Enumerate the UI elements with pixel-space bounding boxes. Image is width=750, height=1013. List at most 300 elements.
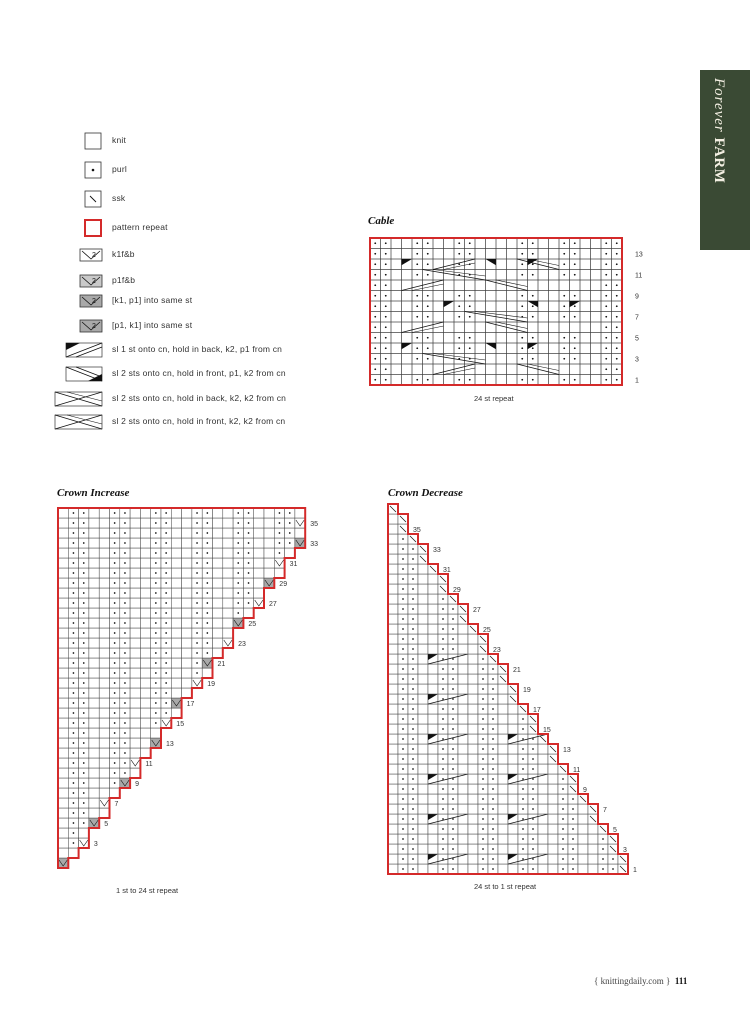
purl-dot bbox=[412, 678, 414, 680]
purl-dot bbox=[482, 748, 484, 750]
section-tab-label bbox=[710, 78, 727, 246]
purl-dot bbox=[124, 512, 126, 514]
purl-dot bbox=[412, 758, 414, 760]
purl-dot bbox=[83, 552, 85, 554]
decrease-cell bbox=[388, 834, 398, 844]
purl-dot bbox=[442, 718, 444, 720]
purl-dot bbox=[196, 652, 198, 654]
increase-cell bbox=[254, 518, 264, 528]
increase-cell bbox=[89, 708, 99, 718]
decrease-cell bbox=[538, 754, 548, 764]
purl-dot bbox=[385, 379, 387, 381]
purl-dot bbox=[155, 722, 157, 724]
increase-cell bbox=[140, 708, 150, 718]
purl-dot bbox=[114, 522, 116, 524]
purl-dot bbox=[114, 642, 116, 644]
purl-dot bbox=[522, 738, 524, 740]
increase-cell bbox=[140, 548, 150, 558]
purl-dot bbox=[374, 358, 376, 360]
decrease-cell bbox=[578, 804, 588, 814]
purl-dot bbox=[492, 828, 494, 830]
increase-row-number: 13 bbox=[166, 741, 174, 748]
knit-symbol-icon bbox=[40, 130, 110, 152]
c1back-symbol-icon bbox=[40, 339, 110, 361]
purl-dot bbox=[416, 263, 418, 265]
purl-dot bbox=[532, 778, 534, 780]
increase-cell bbox=[223, 608, 233, 618]
increase-cell bbox=[171, 538, 181, 548]
purl-dot bbox=[114, 752, 116, 754]
purl-dot bbox=[522, 788, 524, 790]
purl-dot bbox=[237, 522, 239, 524]
decrease-cell bbox=[548, 824, 558, 834]
purl-dot bbox=[73, 742, 75, 744]
purl-dot bbox=[412, 608, 414, 610]
purl-dot bbox=[374, 379, 376, 381]
purl-dot bbox=[522, 798, 524, 800]
increase-cell bbox=[213, 508, 223, 518]
purl-dot bbox=[482, 738, 484, 740]
purl-dot bbox=[412, 838, 414, 840]
purl-dot bbox=[155, 512, 157, 514]
purl-dot bbox=[114, 732, 116, 734]
purl-dot bbox=[482, 718, 484, 720]
purl-dot bbox=[563, 337, 565, 339]
purl-dot bbox=[402, 588, 404, 590]
purl-dot bbox=[114, 692, 116, 694]
decrease-cell bbox=[388, 854, 398, 864]
decrease-cell bbox=[388, 784, 398, 794]
legend-label: sl 2 sts onto cn, hold in front, p1, k2 from cn bbox=[112, 368, 286, 378]
increase-cell bbox=[89, 578, 99, 588]
purl-dot bbox=[83, 572, 85, 574]
increase-cell bbox=[171, 638, 181, 648]
purl-dot bbox=[412, 658, 414, 660]
purl-dot bbox=[73, 652, 75, 654]
increase-cell bbox=[89, 798, 99, 808]
increase-cell bbox=[130, 748, 140, 758]
increase-cell bbox=[254, 508, 264, 518]
purl-dot bbox=[492, 758, 494, 760]
purl-dot bbox=[83, 632, 85, 634]
purl-dot bbox=[452, 858, 454, 860]
increase-cell bbox=[58, 818, 68, 828]
decrease-cell bbox=[498, 714, 508, 724]
purl-dot bbox=[574, 242, 576, 244]
increase-row-number: 21 bbox=[217, 661, 226, 668]
increase-cell bbox=[171, 548, 181, 558]
purl-dot bbox=[124, 682, 126, 684]
purl-dot bbox=[452, 728, 454, 730]
purl-dot bbox=[165, 622, 167, 624]
increase-cell bbox=[58, 538, 68, 548]
purl-dot bbox=[402, 688, 404, 690]
decrease-cell bbox=[468, 864, 478, 874]
decrease-cell bbox=[498, 814, 508, 824]
decrease-cell bbox=[498, 784, 508, 794]
increase-cell bbox=[254, 558, 264, 568]
decrease-cell bbox=[548, 844, 558, 854]
increase-cell bbox=[140, 618, 150, 628]
purl-dot bbox=[248, 592, 250, 594]
purl-dot bbox=[416, 337, 418, 339]
purl-dot bbox=[207, 532, 209, 534]
purl-dot bbox=[73, 792, 75, 794]
purl-dot bbox=[416, 305, 418, 307]
decrease-cell bbox=[388, 664, 398, 674]
decrease-cell bbox=[508, 824, 518, 834]
purl-dot bbox=[114, 702, 116, 704]
decrease-cell bbox=[468, 774, 478, 784]
purl-dot bbox=[412, 648, 414, 650]
increase-cell bbox=[89, 768, 99, 778]
purl-dot bbox=[562, 868, 564, 870]
increase-cell bbox=[140, 748, 150, 758]
decrease-cell bbox=[418, 724, 428, 734]
increase-cell bbox=[171, 618, 181, 628]
decrease-cell bbox=[418, 804, 428, 814]
decrease-cell bbox=[468, 674, 478, 684]
increase-row-number: 23 bbox=[238, 641, 246, 648]
purl-dot bbox=[521, 337, 523, 339]
purl-dot bbox=[114, 542, 116, 544]
increase-cell bbox=[140, 588, 150, 598]
purl-dot bbox=[196, 602, 198, 604]
purl-dot bbox=[374, 295, 376, 297]
increase-cell bbox=[58, 768, 68, 778]
legend-item-ssk bbox=[40, 188, 340, 210]
decrease-cell bbox=[578, 814, 588, 824]
decrease-cell bbox=[468, 684, 478, 694]
purl-dot bbox=[605, 305, 607, 307]
purl-dot bbox=[452, 868, 454, 870]
increase-cell bbox=[213, 588, 223, 598]
purl-dot bbox=[522, 858, 524, 860]
increase-cell bbox=[171, 678, 181, 688]
purl-dot bbox=[248, 562, 250, 564]
decrease-cell bbox=[498, 694, 508, 704]
decrease-cell bbox=[578, 834, 588, 844]
decrease-cell bbox=[388, 734, 398, 744]
decrease-cell bbox=[458, 834, 468, 844]
increase-cell bbox=[213, 608, 223, 618]
decrease-row-number: 15 bbox=[543, 727, 551, 734]
purl-dot bbox=[482, 788, 484, 790]
increase-cell bbox=[58, 688, 68, 698]
decrease-row-number: 9 bbox=[583, 787, 587, 794]
purl-dot bbox=[427, 242, 429, 244]
decrease-cell bbox=[468, 784, 478, 794]
decrease-cell bbox=[388, 804, 398, 814]
decrease-cell bbox=[578, 844, 588, 854]
decrease-cell bbox=[418, 664, 428, 674]
increase-cell bbox=[58, 578, 68, 588]
increase-cell bbox=[89, 808, 99, 818]
increase-cell bbox=[99, 718, 109, 728]
purl-dot bbox=[73, 712, 75, 714]
purl-dot bbox=[412, 738, 414, 740]
purl-dot bbox=[452, 708, 454, 710]
decrease-cell bbox=[388, 514, 398, 524]
increase-cell bbox=[130, 688, 140, 698]
decrease-cell bbox=[428, 584, 438, 594]
decrease-cell bbox=[548, 814, 558, 824]
decrease-cell bbox=[388, 674, 398, 684]
purl-dot bbox=[412, 578, 414, 580]
purl-dot bbox=[73, 772, 75, 774]
purl-dot bbox=[73, 732, 75, 734]
decrease-cell bbox=[428, 824, 438, 834]
purl-dot bbox=[402, 768, 404, 770]
increase-cell bbox=[89, 588, 99, 598]
purl-dot bbox=[442, 838, 444, 840]
increase-cell bbox=[182, 518, 192, 528]
purl-dot bbox=[442, 758, 444, 760]
purl-dot bbox=[73, 812, 75, 814]
increase-cell bbox=[58, 798, 68, 808]
purl-dot bbox=[605, 253, 607, 255]
decrease-cell bbox=[468, 664, 478, 674]
purl-dot bbox=[124, 642, 126, 644]
purl-dot bbox=[165, 522, 167, 524]
decrease-row-number: 1 bbox=[633, 867, 637, 874]
increase-cell bbox=[99, 628, 109, 638]
purl-dot bbox=[521, 295, 523, 297]
c2front-symbol-icon bbox=[40, 363, 110, 385]
purl-dot bbox=[412, 558, 414, 560]
decrease-cell bbox=[498, 704, 508, 714]
purl-dot bbox=[385, 368, 387, 370]
purl-dot bbox=[442, 698, 444, 700]
increase-cell bbox=[99, 538, 109, 548]
increase-cell bbox=[99, 728, 109, 738]
decrease-row-number: 11 bbox=[573, 767, 581, 774]
decrease-cell bbox=[418, 704, 428, 714]
decrease-cell bbox=[508, 764, 518, 774]
increase-cell bbox=[130, 728, 140, 738]
increase-cell bbox=[151, 728, 161, 738]
purl-dot bbox=[482, 778, 484, 780]
increase-cell bbox=[213, 638, 223, 648]
decrease-cell bbox=[388, 614, 398, 624]
purl-dot bbox=[562, 778, 564, 780]
decrease-cell bbox=[388, 594, 398, 604]
purl-dot bbox=[442, 688, 444, 690]
increase-cell bbox=[130, 528, 140, 538]
purl-dot bbox=[416, 295, 418, 297]
purl-dot bbox=[207, 602, 209, 604]
purl-dot bbox=[522, 718, 524, 720]
purl-dot bbox=[492, 748, 494, 750]
cable-row-number: 3 bbox=[635, 356, 639, 364]
purl-dot bbox=[442, 708, 444, 710]
increase-cell bbox=[89, 718, 99, 728]
purl-dot bbox=[402, 818, 404, 820]
purl-dot bbox=[73, 592, 75, 594]
purl-dot bbox=[83, 762, 85, 764]
p1fb-symbol-icon bbox=[40, 270, 110, 292]
purl-dot bbox=[114, 562, 116, 564]
decrease-cell bbox=[458, 824, 468, 834]
purl-dot bbox=[416, 347, 418, 349]
purl-dot bbox=[402, 638, 404, 640]
increase-row-number: 33 bbox=[310, 541, 318, 548]
purl-dot bbox=[155, 622, 157, 624]
purl-dot bbox=[522, 808, 524, 810]
decrease-cell bbox=[388, 694, 398, 704]
purl-dot bbox=[605, 284, 607, 286]
purl-dot bbox=[165, 662, 167, 664]
purl-dot bbox=[196, 532, 198, 534]
purl-dot bbox=[289, 522, 291, 524]
decrease-cell bbox=[418, 814, 428, 824]
increase-cell bbox=[182, 558, 192, 568]
decrease-cell bbox=[548, 764, 558, 774]
purl-dot bbox=[83, 672, 85, 674]
decrease-cell bbox=[498, 744, 508, 754]
increase-cell bbox=[58, 678, 68, 688]
purl-dot bbox=[482, 658, 484, 660]
purl-dot bbox=[289, 532, 291, 534]
legend-item-p1fb bbox=[40, 270, 340, 292]
decrease-row-number: 29 bbox=[453, 587, 461, 594]
purl-dot bbox=[492, 868, 494, 870]
purl-dot bbox=[492, 848, 494, 850]
purl-dot bbox=[165, 682, 167, 684]
purl-dot bbox=[412, 748, 414, 750]
increase-cell bbox=[99, 788, 109, 798]
purl-dot bbox=[124, 762, 126, 764]
decrease-cell bbox=[548, 834, 558, 844]
purl-dot bbox=[442, 808, 444, 810]
purl-dot bbox=[521, 305, 523, 307]
crown-decrease-chart bbox=[380, 498, 670, 883]
increase-row-number: 5 bbox=[104, 821, 109, 828]
purl-dot bbox=[196, 642, 198, 644]
increase-cell bbox=[130, 698, 140, 708]
purl-dot bbox=[385, 316, 387, 318]
purl-dot bbox=[73, 752, 75, 754]
purl-dot bbox=[427, 379, 429, 381]
purl-dot bbox=[492, 708, 494, 710]
purl-dot bbox=[562, 818, 564, 820]
increase-cell bbox=[58, 548, 68, 558]
decrease-cell bbox=[388, 584, 398, 594]
increase-cell bbox=[99, 658, 109, 668]
decrease-cell bbox=[588, 864, 598, 874]
purl-dot bbox=[482, 688, 484, 690]
purl-dot bbox=[563, 379, 565, 381]
purl-dot bbox=[207, 572, 209, 574]
decrease-cell bbox=[428, 844, 438, 854]
cable-row-number: 5 bbox=[635, 335, 639, 343]
purl-dot bbox=[155, 602, 157, 604]
purl-dot bbox=[385, 284, 387, 286]
increase-cell bbox=[182, 638, 192, 648]
purl-dot bbox=[402, 748, 404, 750]
purl-dot bbox=[155, 632, 157, 634]
decrease-cell bbox=[388, 684, 398, 694]
increase-cell bbox=[58, 748, 68, 758]
purl-dot bbox=[124, 722, 126, 724]
purl-dot bbox=[469, 347, 471, 349]
decrease-cell bbox=[498, 804, 508, 814]
decrease-cell bbox=[418, 694, 428, 704]
increase-cell bbox=[99, 578, 109, 588]
increase-row-number: 19 bbox=[207, 681, 215, 688]
purl-dot bbox=[114, 652, 116, 654]
decrease-cell bbox=[468, 824, 478, 834]
increase-cell bbox=[130, 678, 140, 688]
decrease-cell bbox=[468, 744, 478, 754]
purl-dot bbox=[452, 608, 454, 610]
purl-dot bbox=[83, 792, 85, 794]
decrease-cell bbox=[508, 724, 518, 734]
purl-dot bbox=[124, 712, 126, 714]
purl-dot bbox=[469, 316, 471, 318]
increase-cell bbox=[58, 778, 68, 788]
legend-label: sl 1 st onto cn, hold in back, k2, p1 from cn bbox=[112, 344, 283, 354]
increase-cell bbox=[99, 638, 109, 648]
purl-dot bbox=[574, 263, 576, 265]
purl-dot bbox=[83, 722, 85, 724]
purl-dot bbox=[452, 668, 454, 670]
increase-cell bbox=[58, 698, 68, 708]
decrease-cell bbox=[388, 524, 398, 534]
increase-cell bbox=[171, 628, 181, 638]
increase-cell bbox=[130, 558, 140, 568]
increase-cell bbox=[243, 608, 253, 618]
purl-dot bbox=[196, 622, 198, 624]
decrease-cell bbox=[538, 834, 548, 844]
purl-dot bbox=[402, 668, 404, 670]
purl-dot bbox=[452, 758, 454, 760]
purl-dot bbox=[237, 592, 239, 594]
purl-dot bbox=[532, 758, 534, 760]
legend-item-c1back bbox=[40, 339, 340, 361]
legend-item-knit bbox=[40, 130, 340, 152]
decrease-cell bbox=[548, 774, 558, 784]
purl-dot bbox=[563, 295, 565, 297]
purl-dot bbox=[124, 752, 126, 754]
purl-dot bbox=[492, 728, 494, 730]
purl-dot bbox=[452, 648, 454, 650]
decrease-cell bbox=[428, 864, 438, 874]
purl-dot bbox=[124, 522, 126, 524]
purl-dot bbox=[442, 778, 444, 780]
decrease-cell bbox=[388, 624, 398, 634]
purl-dot bbox=[73, 722, 75, 724]
purl-dot bbox=[412, 798, 414, 800]
purl-dot bbox=[124, 582, 126, 584]
decrease-cell bbox=[548, 794, 558, 804]
cable-row-number: 13 bbox=[635, 251, 643, 259]
increase-cell bbox=[140, 678, 150, 688]
purl-dot bbox=[416, 253, 418, 255]
decrease-cell bbox=[578, 864, 588, 874]
decrease-cell bbox=[418, 744, 428, 754]
purl-dot bbox=[73, 702, 75, 704]
purl-dot bbox=[452, 808, 454, 810]
increase-cell bbox=[213, 568, 223, 578]
purl-dot bbox=[442, 678, 444, 680]
purl-dot bbox=[452, 818, 454, 820]
purl-dot bbox=[279, 552, 281, 554]
legend-label: [p1, k1] into same st bbox=[112, 320, 193, 330]
increase-cell bbox=[223, 548, 233, 558]
decrease-cell bbox=[388, 634, 398, 644]
increase-cell bbox=[99, 708, 109, 718]
